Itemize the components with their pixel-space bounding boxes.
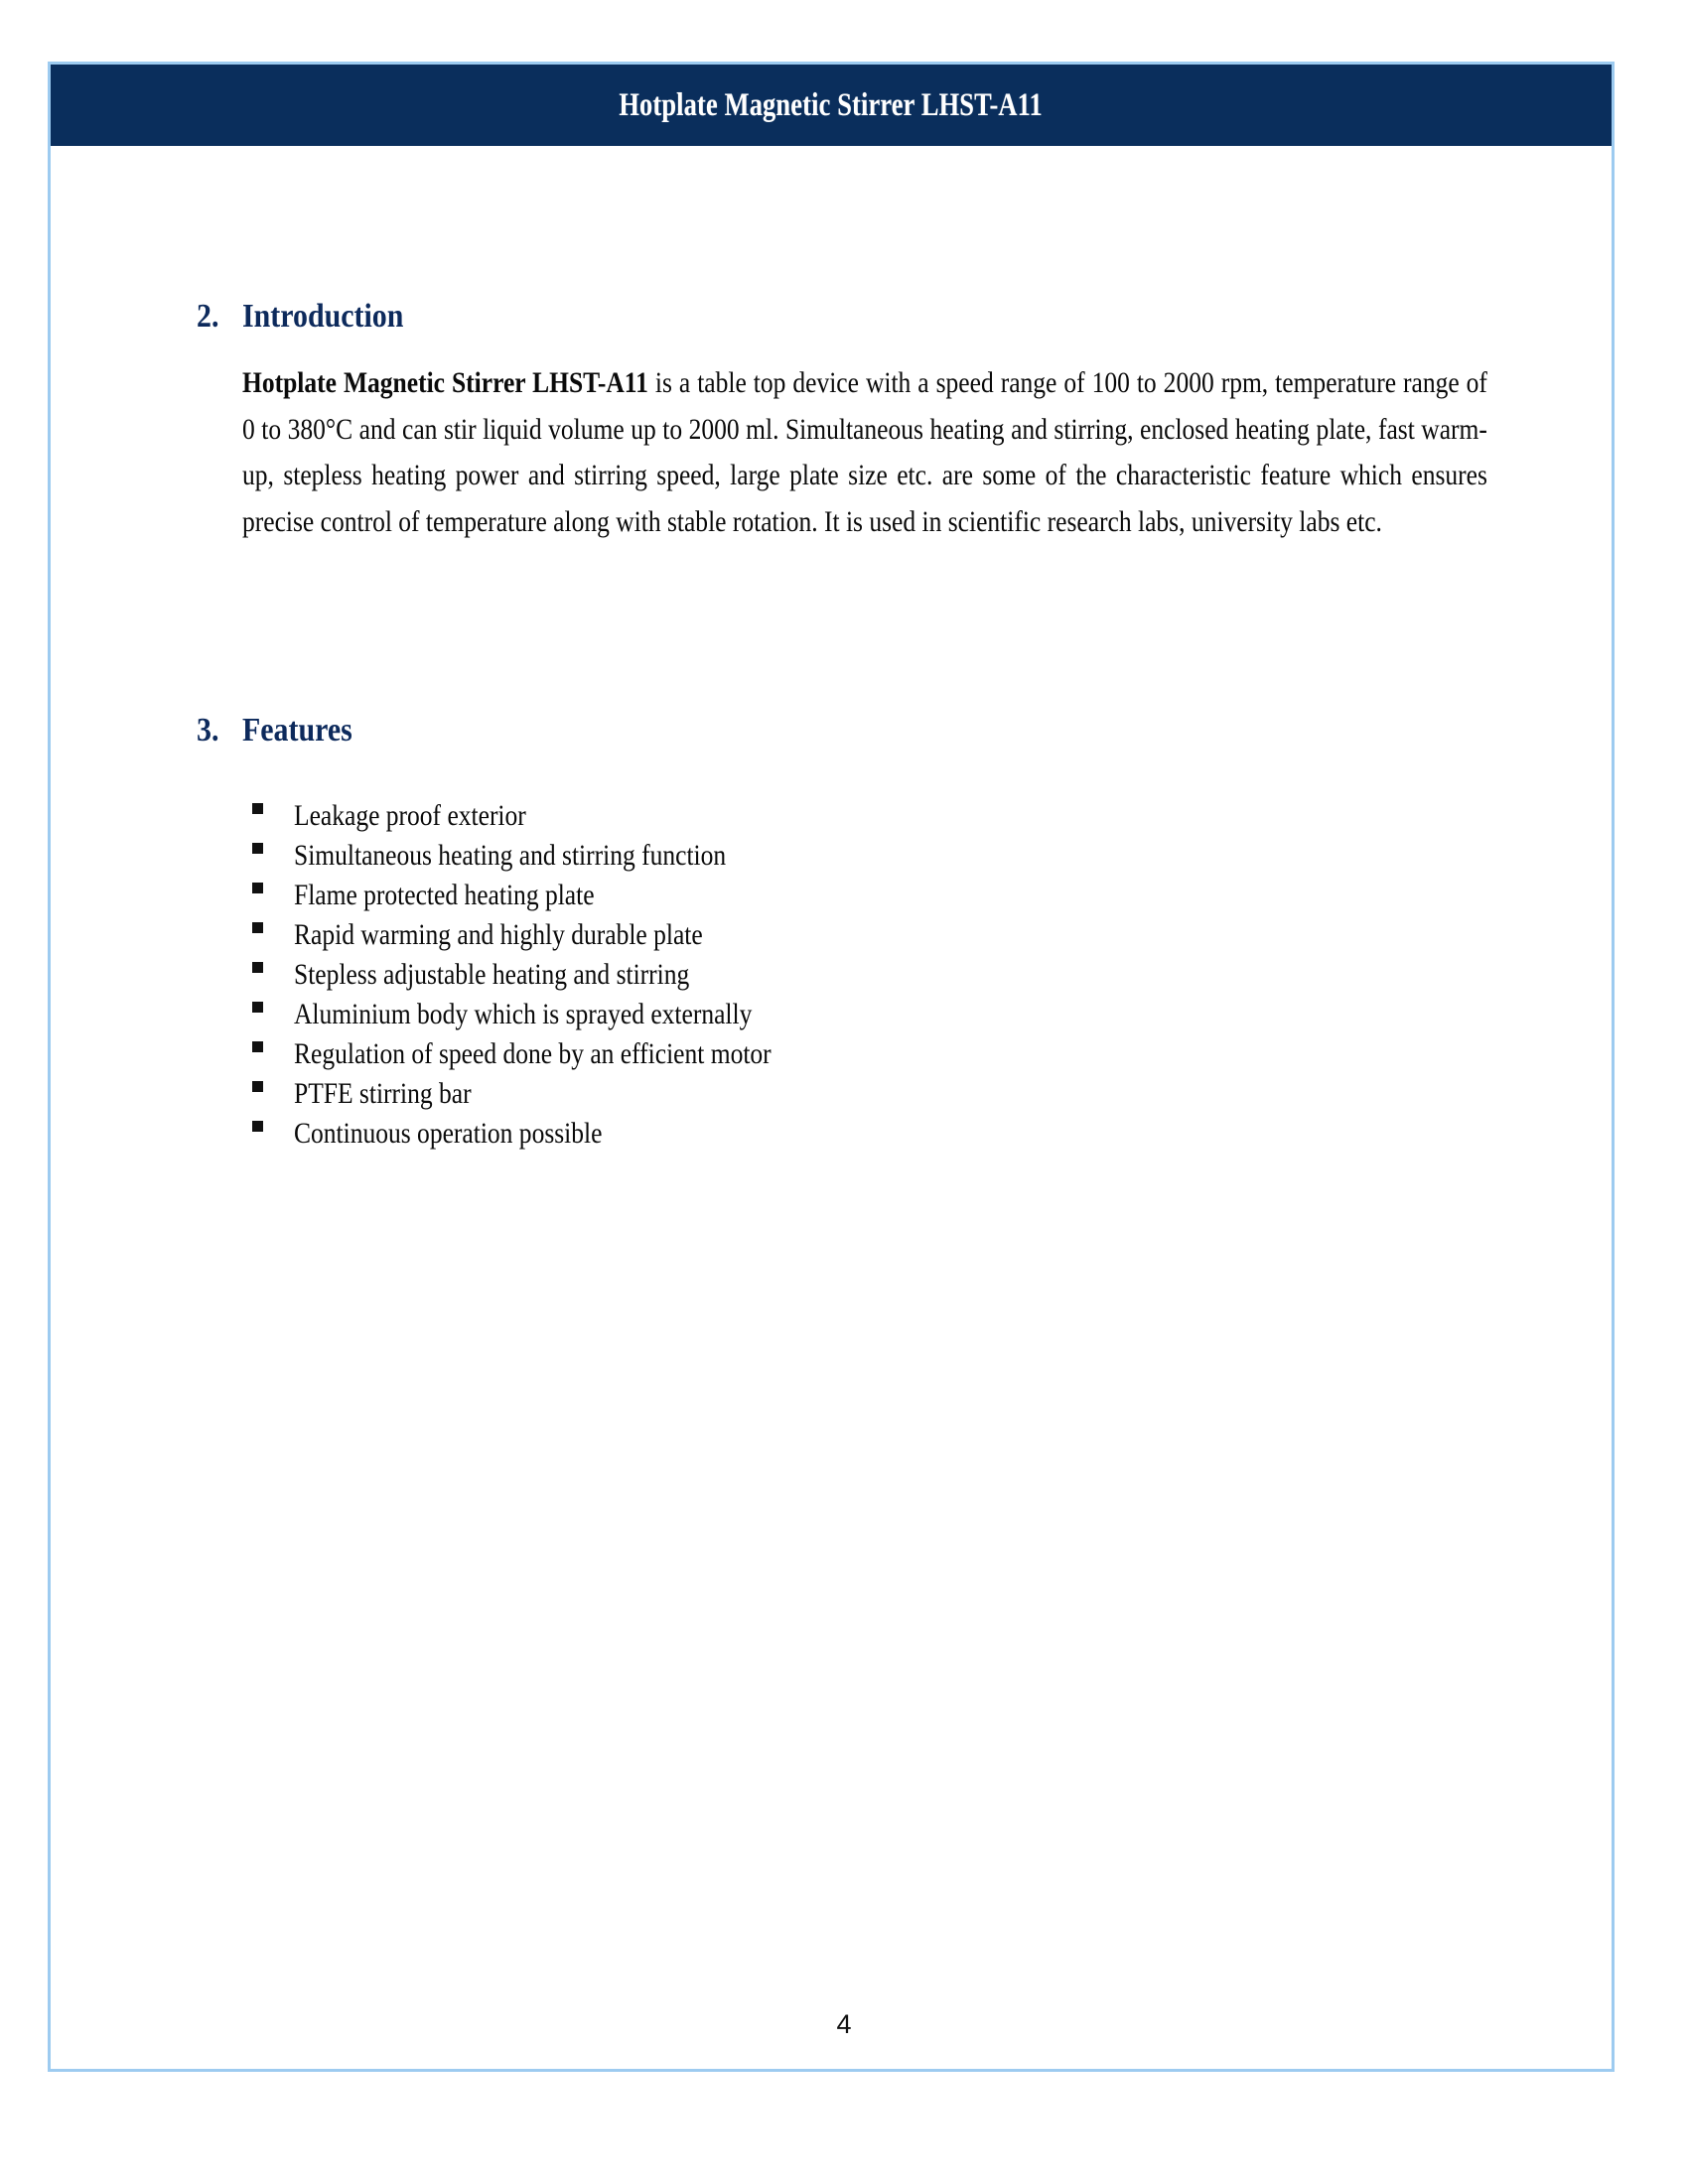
list-item — [252, 785, 1487, 832]
list-item-label: Leakage proof exterior — [294, 799, 526, 832]
square-bullet-icon — [252, 1103, 294, 1143]
square-bullet-icon — [252, 865, 294, 904]
square-bullet-icon — [252, 825, 294, 865]
features-list — [252, 785, 1487, 1150]
heading-features-number: 3. — [197, 712, 219, 750]
heading-introduction-text: Introduction — [242, 298, 404, 335]
heading-introduction — [197, 298, 1487, 335]
introduction-paragraph — [242, 360, 1487, 545]
list-item-label: Rapid warming and highly durable plate — [294, 918, 703, 951]
heading-introduction-number: 2. — [197, 298, 219, 335]
heading-features-text: Features — [242, 712, 352, 750]
list-item-label: PTFE stirring bar — [294, 1077, 472, 1110]
document-title: Hotplate Magnetic Stirrer LHST-A11 — [619, 86, 1044, 123]
document-header-banner — [51, 65, 1612, 146]
introduction-paragraph-body: is a table top device with a speed range of 100 to 2000 rpm, temperature range of 0 to 380°C and can stir liquid volume up to 2000 ml. Simultaneous heating and stirring, enclosed heating plate, fast warm-up, stepless heating power and stirring speed, large plate size etc. are some of the characteristic feature which ensures precise control of temperature along with stable rotation. It is used in scientific research labs, university labs etc. — [242, 367, 1487, 538]
square-bullet-icon — [252, 944, 294, 984]
heading-features — [197, 712, 1487, 749]
section-features — [197, 712, 1487, 1150]
introduction-paragraph-lead: Hotplate Magnetic Stirrer LHST-A11 — [242, 367, 648, 400]
square-bullet-icon — [252, 785, 294, 825]
list-item-label: Aluminium body which is sprayed externally — [294, 998, 753, 1030]
list-item-label: Regulation of speed done by an efficient motor — [294, 1037, 772, 1070]
square-bullet-icon — [252, 1024, 294, 1063]
list-item-label: Continuous operation possible — [294, 1117, 603, 1150]
introduction-paragraph-wrap — [242, 360, 1487, 545]
page-number: 4 — [836, 2009, 852, 2039]
list-item-label: Simultaneous heating and stirring function — [294, 839, 727, 872]
section-introduction — [197, 298, 1487, 545]
list-item-label: Stepless adjustable heating and stirring — [294, 958, 690, 991]
square-bullet-icon — [252, 1063, 294, 1103]
square-bullet-icon — [252, 904, 294, 944]
page-content — [197, 298, 1487, 1150]
list-item-label: Flame protected heating plate — [294, 879, 595, 911]
square-bullet-icon — [252, 984, 294, 1024]
